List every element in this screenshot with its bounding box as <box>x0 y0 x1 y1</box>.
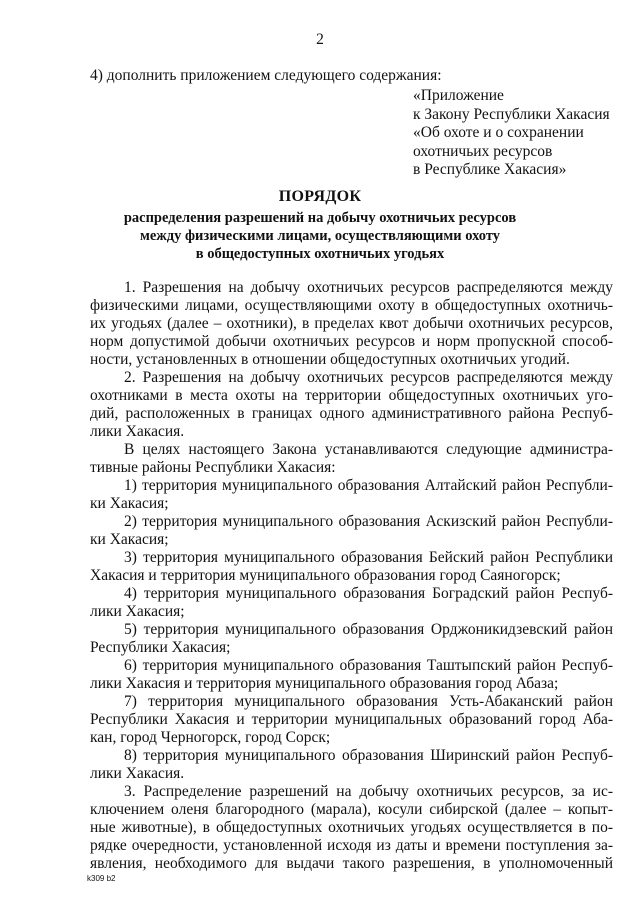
body-line: рядке очередности, установленной исходя из даты и времени поступления за- <box>90 837 613 854</box>
body-line: физическими лицами, осуществляющими охоту в общедоступных охотничь- <box>90 297 613 314</box>
body-line: 4) территория муниципального образования Боградский район Респуб- <box>124 585 613 602</box>
body-line: норм допустимой добычи охотничьих ресурсов и норм пропускной способ- <box>90 333 613 350</box>
body-line: лики Хакасия; <box>90 603 185 620</box>
document-title: ПОРЯДОК <box>278 188 362 205</box>
subtitle-line: распределения разрешений на добычу охотничьих ресурсов <box>123 210 517 226</box>
body-line: 6) территория муниципального образования Таштыпский район Респуб- <box>124 657 613 674</box>
body-line: 2) территория муниципального образования Аскизский район Республи- <box>124 513 613 530</box>
body-line: охотниками в места охоты на территории общедоступных охотничьих уго- <box>90 387 613 404</box>
body-line: 1. Разрешения на добычу охотничьих ресурсов распределяются между <box>124 279 613 296</box>
body-line: кан, город Черногорск, город Сорск; <box>90 729 331 746</box>
body-line: Республики Хакасия; <box>90 639 231 656</box>
body-line: 3) территория муниципального образования Бейский район Республики <box>124 549 613 566</box>
body-line: ности, установленных в отношении общедоступных охотничьих угодий. <box>90 351 570 368</box>
body-line: 8) территория муниципального образования Ширинский район Респуб- <box>124 747 613 764</box>
body-line: 1) территория муниципального образования Алтайский район Республи- <box>124 477 613 494</box>
body-line: Хакасия и территория муниципального образования город Саяногорск; <box>90 567 561 584</box>
footer-code: k309 b2 <box>87 874 116 883</box>
body-line: ки Хакасия; <box>90 495 169 512</box>
body-line: 2. Разрешения на добычу охотничьих ресурсов распределяются между <box>124 369 613 386</box>
amendment-line: 4) дополнить приложением следующего содержания: <box>90 67 442 84</box>
body-line: дий, расположенных в границах одного административного района Респуб- <box>90 405 613 422</box>
document-subtitle <box>0 209 640 263</box>
appendix-header-line: «Об охоте и о сохранении <box>413 124 584 141</box>
subtitle-line: между физическими лицами, осуществляющими охоту <box>139 228 501 244</box>
body-line: ные животные), в общедоступных охотничьих угодьях осуществляется в по- <box>90 819 613 836</box>
body-line: Республики Хакасия и территории муниципальных образований город Аба- <box>90 711 613 728</box>
appendix-header <box>413 87 610 180</box>
body-line: лики Хакасия. <box>90 765 185 782</box>
appendix-header-line: в Республике Хакасия» <box>413 161 567 178</box>
appendix-header-line: к Закону Республики Хакасия <box>413 105 610 123</box>
body-line: ключением оленя благородного (марала), косули сибирской (далее – копыт- <box>90 801 613 818</box>
body-line: 5) территория муниципального образования Орджоникидзевский район <box>124 621 613 638</box>
body-line: тивные районы Республики Хакасия: <box>90 459 336 476</box>
body-line: лики Хакасия и территория муниципального образования город Абаза; <box>90 675 559 692</box>
body-line: ки Хакасия; <box>90 531 169 548</box>
body-line: их угодьях (далее – охотники), в пределах квот добычи охотничьих ресурсов, <box>90 315 613 332</box>
body-line: 3. Распределение разрешений на добычу охотничьих ресурсов, за ис- <box>124 783 613 800</box>
body-line: В целях настоящего Закона устанавливаются следующие администра- <box>124 441 613 458</box>
body-line: лики Хакасия. <box>90 423 185 440</box>
body-line: явления, необходимого для выдачи такого разрешения, в уполномоченный <box>90 855 613 872</box>
page-number: 2 <box>316 31 324 48</box>
subtitle-line: в общедоступных охотничьих угодьях <box>195 246 445 262</box>
body-line: 7) территория муниципального образования Усть-Абаканский район <box>124 693 613 710</box>
appendix-header-line: охотничьих ресурсов <box>413 142 553 160</box>
appendix-header-line: «Приложение <box>413 87 504 104</box>
